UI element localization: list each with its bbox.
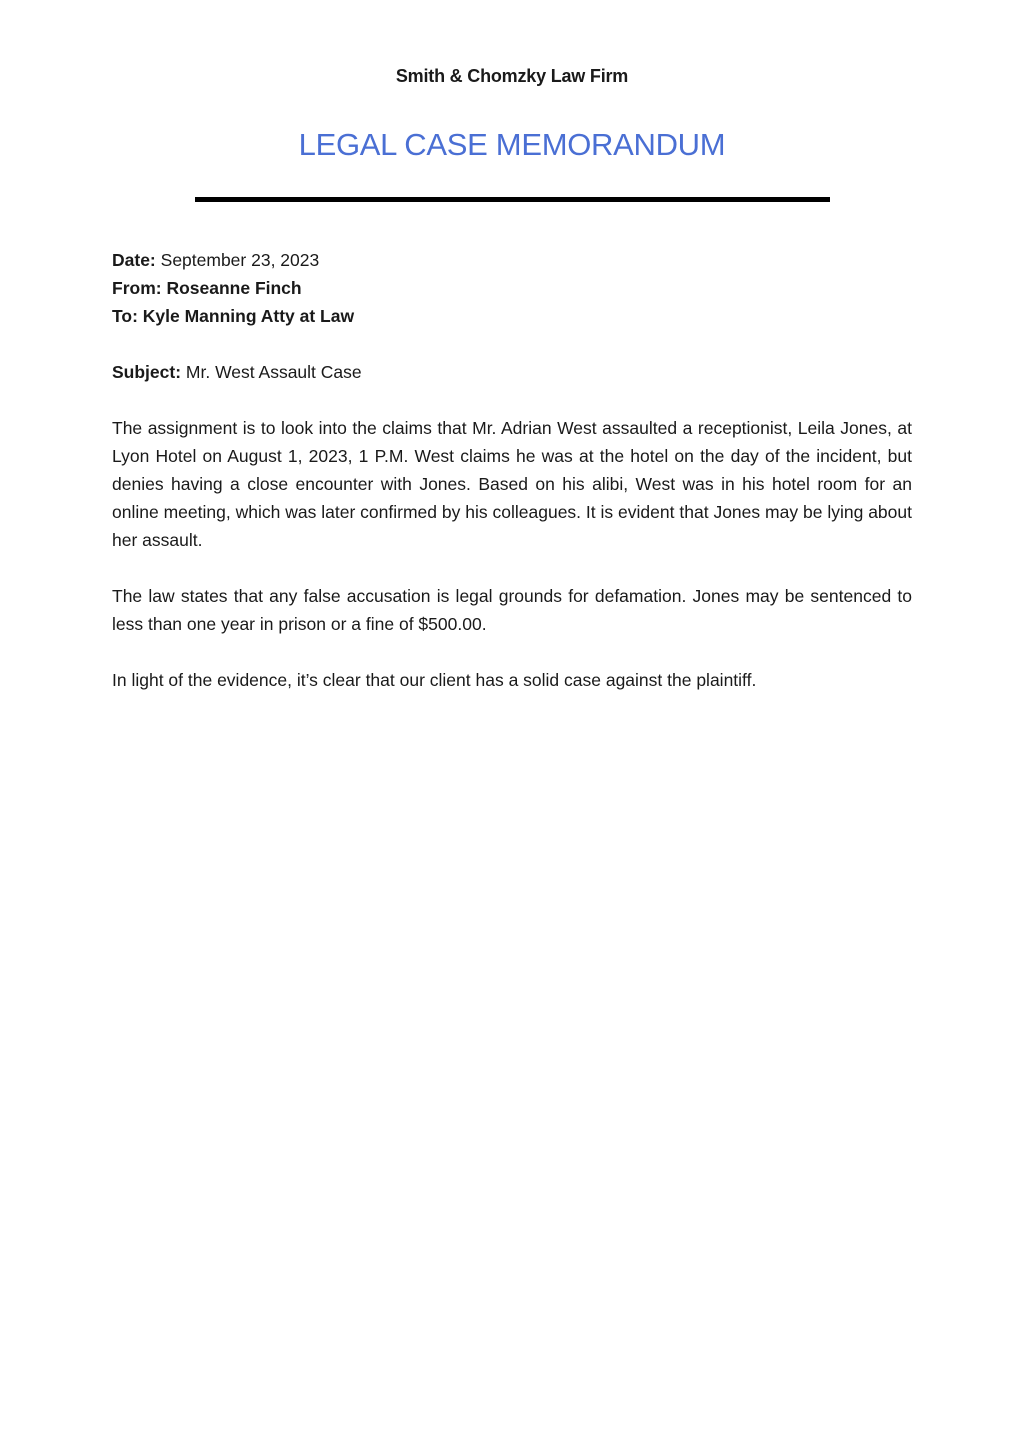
subject-label: Subject: bbox=[112, 362, 182, 382]
date-value: September 23, 2023 bbox=[160, 250, 320, 270]
body-paragraph-conclusion: In light of the evidence, it’s clear that our client has a solid case against the plaintiff. bbox=[112, 670, 757, 690]
to-line: To: Kyle Manning Atty at Law bbox=[112, 306, 355, 326]
memo-content bbox=[112, 246, 912, 722]
spacer bbox=[112, 330, 912, 358]
body-paragraph-assignment: The assignment is to look into the claims that Mr. Adrian West assaulted a receptionist, Leila Jones, at Lyon Hotel on August 1, 2023, 1 P.M. West claims he was at the hotel on the day of the incident, but denies having a close encounter with Jones. Based on his alibi, West was in his hotel room for an online meeting, which was later confirmed by his colleagues. It is evident that Jones may be lying about her assault. bbox=[112, 418, 912, 550]
title-divider bbox=[195, 197, 830, 202]
document-title: LEGAL CASE MEMORANDUM bbox=[298, 127, 726, 162]
subject-value: Mr. West Assault Case bbox=[185, 362, 362, 382]
spacer bbox=[112, 386, 912, 414]
date-label: Date: bbox=[112, 250, 156, 270]
from-line: From: Roseanne Finch bbox=[112, 278, 302, 298]
date-line bbox=[112, 246, 912, 274]
subject-line bbox=[112, 358, 912, 386]
firm-name: Smith & Chomzky Law Firm bbox=[395, 66, 629, 86]
body-paragraph-law: The law states that any false accusation is legal grounds for defamation. Jones may be sentenced to less than one year in prison or a fine of $500.00. bbox=[112, 586, 912, 634]
